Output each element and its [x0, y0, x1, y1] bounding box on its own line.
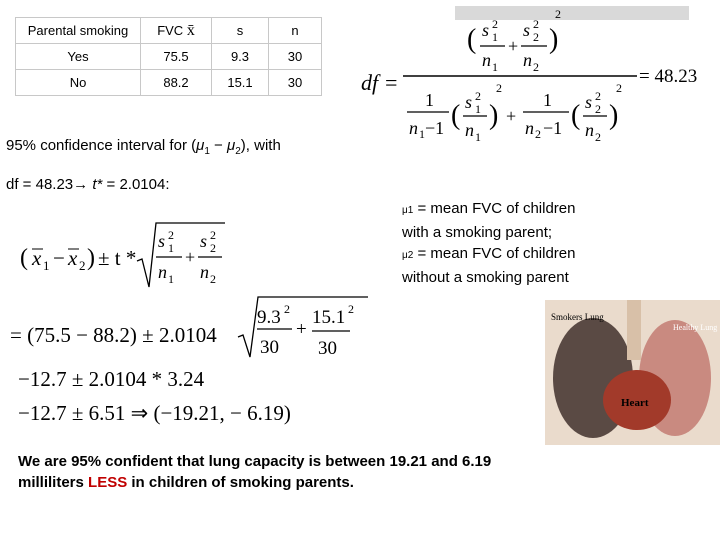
sup-2: 2 — [210, 228, 216, 242]
sub-2: 2 — [533, 60, 539, 74]
conclusion-text: in children of smoking parents. — [127, 474, 354, 491]
sub-1: 1 — [419, 127, 425, 141]
sub-2: 2 — [535, 127, 541, 141]
table-header-row — [16, 18, 322, 44]
ci-line-2: = (75.5 − 88.2) ± 2.0104 — [10, 323, 217, 347]
ci-heading-suffix: ), with — [240, 137, 281, 154]
pm-t: ± t * — [98, 246, 137, 270]
s1-symbol: s — [158, 231, 166, 251]
ci-line-4: −12.7 ± 6.51 ⇒ (−19.21, − 6.19) — [18, 401, 291, 425]
one-numeral: 1 — [425, 90, 434, 110]
plus-sign: + — [185, 247, 196, 267]
arrow-icon: → — [73, 176, 93, 193]
s1-symbol: s — [482, 20, 490, 40]
table-row — [16, 44, 322, 70]
minus-one: −1 — [425, 118, 445, 138]
conclusion-text: milliliters — [18, 474, 89, 491]
table-cell: 15.1 — [212, 70, 269, 96]
s2-symbol: s — [585, 92, 593, 112]
paren-right: ) — [549, 24, 559, 55]
conclusion-line-2 — [18, 472, 658, 493]
xbar-symbol: x̄ — [186, 21, 195, 39]
plus-sign: + — [506, 106, 517, 126]
ci-heading-prefix: 95% confidence interval for ( — [6, 137, 197, 154]
minus-one: −1 — [543, 118, 563, 138]
sub-1: 1 — [168, 272, 174, 286]
ci-heading — [6, 137, 281, 157]
mu1-symbol: μ1 — [402, 205, 414, 216]
healthy-lung-label: Healthy Lung — [673, 323, 718, 332]
df-formula — [355, 8, 700, 153]
mu2-subscript: 2 — [235, 146, 241, 157]
table-header-cell: n — [269, 18, 322, 44]
sup-2: 2 — [168, 228, 174, 242]
table-cell: 30 — [269, 70, 322, 96]
minus-sign: − — [209, 137, 227, 154]
conclusion-line-1: We are 95% confident that lung capacity is between 19.21 and 6.19 — [18, 453, 492, 470]
n2-symbol: n — [523, 50, 532, 70]
trachea-shape — [627, 300, 641, 360]
n1-symbol: n — [409, 118, 418, 138]
sup-2: 2 — [492, 17, 498, 31]
table-cell: 88.2 — [141, 70, 212, 96]
n1-symbol: n — [465, 120, 474, 140]
mu2-text: = mean FVC of children — [413, 245, 576, 262]
sub-1: 1 — [475, 130, 481, 144]
paren-right: ) — [489, 100, 499, 131]
mu1-text: = mean FVC of children — [413, 200, 576, 217]
paren-left: ( — [20, 245, 28, 271]
xbar2: x — [68, 246, 78, 270]
mu1-subscript: 1 — [204, 146, 210, 157]
sub-2: 2 — [595, 130, 601, 144]
definitions — [402, 198, 576, 288]
paren-right: ) — [609, 100, 619, 131]
sub-2: 2 — [595, 102, 601, 116]
mu1-symbol: μ — [196, 137, 205, 154]
n2-symbol: n — [585, 120, 594, 140]
table-cell: No — [16, 70, 141, 96]
sup-2: 2 — [595, 89, 601, 103]
t-star: t* — [92, 176, 103, 193]
df-value: df = 48.23 — [6, 176, 74, 193]
ci-formula-tail — [300, 330, 360, 360]
sub-1: 1 — [492, 30, 498, 44]
lung-illustration — [545, 300, 720, 445]
mu2-symbol: μ — [227, 137, 236, 154]
lung-image — [545, 300, 720, 445]
sub-1: 1 — [43, 258, 50, 273]
s1-symbol: s — [465, 92, 473, 112]
v1: 9.3 — [257, 307, 281, 328]
n1-symbol: n — [158, 262, 167, 282]
summary-table — [15, 17, 322, 96]
plus-sign: + — [296, 319, 307, 340]
paren-left: ( — [451, 100, 461, 131]
one-numeral: 1 — [543, 90, 552, 110]
v2: 15.1 — [312, 307, 346, 328]
sup-2: 2 — [496, 81, 502, 95]
sup-2: 2 — [533, 17, 539, 31]
table-header-cell: Parental smoking — [16, 18, 141, 44]
sub-1: 1 — [475, 102, 481, 116]
table-header-cell — [141, 18, 212, 44]
sup-2: 2 — [475, 89, 481, 103]
mu1-definition-cont: with a smoking parent; — [402, 223, 553, 241]
plus-sign: + — [508, 36, 519, 56]
table-cell: 30 — [269, 44, 322, 70]
sup-2: 2 — [555, 7, 561, 21]
ci-line-3: −12.7 ± 2.0104 * 3.24 — [18, 367, 205, 391]
df-lhs: df = — [361, 70, 399, 95]
table-cell: 9.3 — [212, 44, 269, 70]
t-value: = 2.0104: — [102, 176, 170, 193]
sub-2: 2 — [533, 30, 539, 44]
s2-symbol: s — [523, 20, 531, 40]
mu1-definition — [402, 198, 576, 222]
smokers-lung-label: Smokers Lung — [551, 312, 604, 322]
sup-2: 2 — [616, 81, 622, 95]
s2-symbol: s — [200, 231, 208, 251]
table-row — [16, 70, 322, 96]
df-result: = 48.23 — [639, 66, 698, 87]
sup-2: 2 — [284, 302, 290, 316]
sub-1: 1 — [492, 60, 498, 74]
n1-value: 30 — [260, 337, 279, 358]
sub-1: 1 — [168, 241, 174, 255]
fvc-label: FVC — [157, 22, 184, 38]
sub-2: 2 — [210, 272, 216, 286]
sub-2: 2 — [210, 241, 216, 255]
mu2-definition — [402, 243, 576, 267]
less-emphasis: LESS — [88, 474, 128, 491]
mu2-definition-cont: without a smoking parent — [402, 268, 569, 286]
n2-value: 30 — [318, 338, 337, 359]
mu2-symbol: μ2 — [402, 250, 414, 261]
paren-left: ( — [571, 100, 581, 131]
n2-symbol: n — [525, 118, 534, 138]
ci-formula-lines — [18, 362, 338, 432]
table-header-cell: s — [212, 18, 269, 44]
sup-2: 2 — [348, 302, 354, 316]
heart-label: Heart — [621, 397, 649, 409]
n2-symbol: n — [200, 262, 209, 282]
df-line — [6, 176, 170, 193]
table-cell: Yes — [16, 44, 141, 70]
n1-symbol: n — [482, 50, 491, 70]
minus-sign: − — [53, 246, 65, 270]
xbar1: x — [32, 246, 42, 270]
sub-2: 2 — [79, 258, 86, 273]
conclusion — [18, 451, 658, 493]
paren-left: ( — [467, 24, 477, 55]
table-cell: 75.5 — [141, 44, 212, 70]
paren-right: ) — [87, 245, 95, 271]
